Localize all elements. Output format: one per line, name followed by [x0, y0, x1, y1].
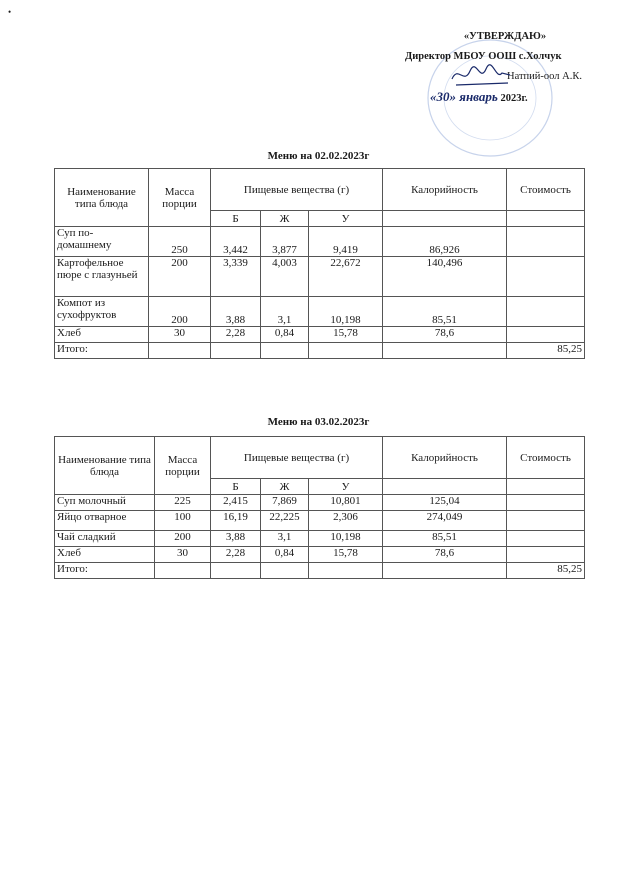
dish-kcal: 78,6 [383, 327, 507, 343]
header-name: Наименование типа блюда [55, 169, 149, 227]
header-mass: Масса порции [149, 169, 211, 227]
total-row [55, 343, 585, 359]
dish-cost [507, 547, 585, 563]
dish-b: 2,415 [211, 495, 261, 511]
dish-name: Компот из сухофруктов [55, 297, 149, 327]
table-row [55, 511, 585, 531]
header-zh: Ж [261, 479, 309, 495]
dish-name: Хлеб [55, 327, 149, 343]
dish-u: 22,672 [309, 257, 383, 297]
handwritten-date: «30» январь [430, 89, 498, 104]
dish-zh: 22,225 [261, 511, 309, 531]
dish-u: 9,419 [309, 227, 383, 257]
director-position: Директор МБОУ ООШ с.Холчук [405, 51, 562, 62]
table-row [55, 257, 585, 297]
approval-block [405, 27, 605, 109]
dish-name: Суп молочный [55, 495, 155, 511]
header-calories: Калорийность [383, 437, 507, 479]
dish-zh: 3,1 [261, 531, 309, 547]
table-row [55, 327, 585, 343]
dish-cost [507, 327, 585, 343]
dish-name: Хлеб [55, 547, 155, 563]
menu-table-1 [54, 168, 585, 359]
dish-name: Суп по-домашнему [55, 227, 149, 257]
dish-u: 15,78 [309, 547, 383, 563]
dish-cost [507, 227, 585, 257]
dish-mass: 200 [149, 257, 211, 297]
dish-name: Яйцо отварное [55, 511, 155, 531]
dish-mass: 225 [155, 495, 211, 511]
dish-name: Картофельное пюре с глазуньей [55, 257, 149, 297]
signature [450, 61, 512, 91]
dish-u: 15,78 [309, 327, 383, 343]
director-name: Натпий-оол А.К. [507, 71, 582, 82]
dish-kcal: 125,04 [383, 495, 507, 511]
date-year: 2023г. [500, 93, 528, 104]
total-label: Итого: [55, 563, 155, 579]
total-row [55, 563, 585, 579]
dish-cost [507, 511, 585, 531]
header-nutrients: Пищевые вещества (г) [211, 437, 383, 479]
table-row [55, 531, 585, 547]
dish-b: 16,19 [211, 511, 261, 531]
menu-title-1: Меню на 02.02.2023г [267, 150, 370, 162]
header-calories: Калорийность [383, 169, 507, 211]
corner-mark: • [8, 7, 12, 17]
dish-mass: 250 [149, 227, 211, 257]
header-cost: Стоимость [507, 169, 585, 211]
total-cost: 85,25 [507, 563, 585, 579]
dish-cost [507, 257, 585, 297]
menu-title-2: Меню на 03.02.2023г [267, 416, 370, 428]
dish-zh: 7,869 [261, 495, 309, 511]
dish-zh: 4,003 [261, 257, 309, 297]
table-row [55, 547, 585, 563]
dish-cost [507, 495, 585, 511]
table-row [55, 495, 585, 511]
header-u: У [309, 479, 383, 495]
dish-mass: 30 [155, 547, 211, 563]
header-nutrients: Пищевые вещества (г) [211, 169, 383, 211]
dish-mass: 30 [149, 327, 211, 343]
dish-b: 2,28 [211, 547, 261, 563]
dish-mass: 200 [149, 297, 211, 327]
table-row [55, 297, 585, 327]
total-cost: 85,25 [507, 343, 585, 359]
dish-u: 2,306 [309, 511, 383, 531]
header-mass: Масса порции [155, 437, 211, 495]
dish-mass: 200 [155, 531, 211, 547]
dish-u: 10,198 [309, 531, 383, 547]
header-b: Б [211, 479, 261, 495]
header-name: Наименование типа блюда [55, 437, 155, 495]
table-row [55, 227, 585, 257]
dish-mass: 100 [155, 511, 211, 531]
dish-cost [507, 531, 585, 547]
dish-kcal: 85,51 [383, 531, 507, 547]
total-label: Итого: [55, 343, 149, 359]
dish-zh: 0,84 [261, 547, 309, 563]
dish-b: 3,88 [211, 531, 261, 547]
dish-zh: 3,877 [261, 227, 309, 257]
dish-b: 3,339 [211, 257, 261, 297]
dish-kcal: 78,6 [383, 547, 507, 563]
dish-kcal: 140,496 [383, 257, 507, 297]
dish-u: 10,198 [309, 297, 383, 327]
header-zh: Ж [261, 211, 309, 227]
header-u: У [309, 211, 383, 227]
dish-name: Чай сладкий [55, 531, 155, 547]
dish-kcal: 85,51 [383, 297, 507, 327]
dish-b: 3,88 [211, 297, 261, 327]
dish-zh: 0,84 [261, 327, 309, 343]
menu-table-2 [54, 436, 585, 579]
header-cost: Стоимость [507, 437, 585, 479]
dish-kcal: 274,049 [383, 511, 507, 531]
dish-u: 10,801 [309, 495, 383, 511]
approval-heading: «УТВЕРЖДАЮ» [463, 31, 547, 42]
header-b: Б [211, 211, 261, 227]
dish-zh: 3,1 [261, 297, 309, 327]
dish-cost [507, 297, 585, 327]
dish-kcal: 86,926 [383, 227, 507, 257]
dish-b: 3,442 [211, 227, 261, 257]
dish-b: 2,28 [211, 327, 261, 343]
